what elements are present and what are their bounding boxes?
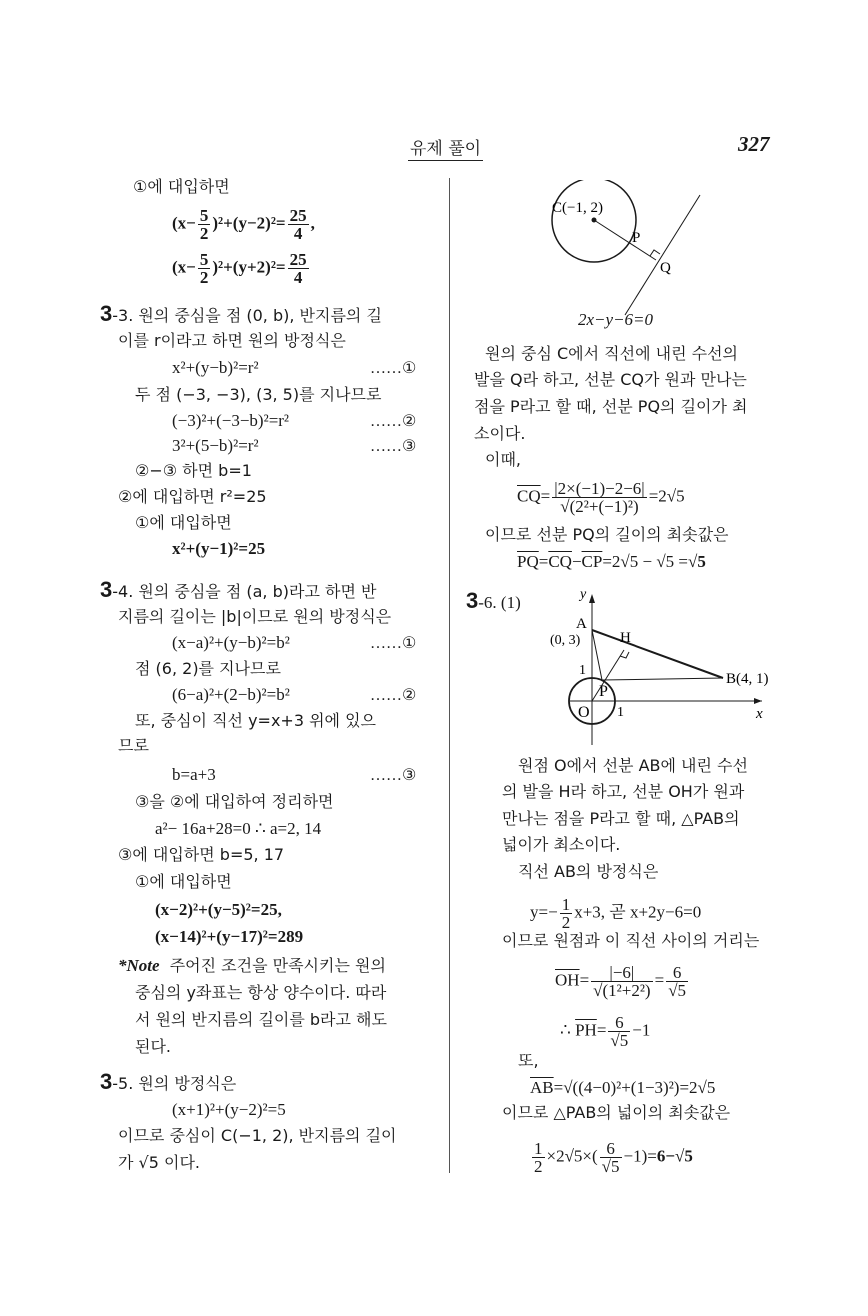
answer: (x−2)²+(y−5)²=25, (155, 900, 282, 919)
numerator: 1 (534, 1139, 543, 1158)
text-line: ①에 대입하면 (135, 872, 232, 891)
ab-length-equation (530, 1078, 715, 1098)
text: -6. (1) (478, 593, 521, 612)
eq-part: , (310, 213, 315, 233)
text-line: 점을 P라고 할 때, 선분 PQ의 길이가 최 (474, 397, 748, 416)
eq-part: x+3, 곧 x+2y−6=0 (574, 902, 702, 922)
numerator: 5 (199, 250, 209, 269)
eq-part: (x− (172, 257, 196, 277)
label-a: A (576, 616, 587, 632)
equation: x²+(y−b)²=r² (172, 358, 259, 377)
problem-number: 3 (100, 577, 113, 602)
equation: (6−a)²+(2−b)²=b² (172, 685, 290, 704)
text-line: 원의 중심 C에서 직선에 내린 수선의 (485, 344, 738, 363)
text-line: 서 원의 반지름의 길이를 b라고 해도 (135, 1010, 387, 1029)
answer: x²+(y−1)²=25 (172, 539, 266, 558)
eq-part: =2√5 − √5 = (602, 552, 689, 571)
problem-3-3 (100, 301, 382, 326)
eq-marker: ……② (370, 687, 417, 704)
numerator: 5 (199, 206, 209, 225)
eq-part: 6−√5 (656, 1146, 693, 1166)
text-line: ②−③ 하면 b=1 (135, 461, 252, 480)
note-line (118, 956, 386, 976)
eq-part: $\overline{CP}$ (581, 552, 603, 571)
problem-3-5 (100, 1069, 237, 1094)
text-line: 이므로 중심이 C(−1, 2), 반지름의 길이 (118, 1126, 397, 1145)
label-one-x: 1 (617, 705, 624, 720)
problem-3-6 (466, 588, 521, 613)
eq-part: = (596, 1020, 607, 1040)
equation: (x+1)²+(y−2)²=5 (172, 1100, 286, 1119)
text-line: 가 √5 이다. (118, 1153, 201, 1172)
denominator: √(1²+2²) (593, 981, 651, 1000)
denominator: 2 (561, 913, 571, 932)
eq-part: = (654, 970, 665, 990)
equation (172, 251, 311, 286)
text-line: 된다. (135, 1037, 171, 1056)
fraction (288, 251, 309, 286)
column-divider (449, 178, 450, 1173)
label-q: Q (660, 260, 671, 276)
eq-marker: ……③ (370, 438, 417, 455)
label-h: H (620, 630, 631, 646)
text-line: 이므로 △PAB의 넓이의 최솟값은 (502, 1103, 731, 1122)
eq-part: ∴ (560, 1020, 576, 1040)
numerator: 6 (600, 1140, 622, 1158)
eq-part: $\overline{CQ}$ (548, 552, 572, 571)
text: -3. 원의 중심을 점 (0, b), 반지름의 길 (112, 306, 382, 325)
eq-part: ×2√5×( (546, 1146, 598, 1166)
text-line: 소이다. (474, 424, 526, 443)
answer: (x−14)²+(y−17)²=289 (155, 927, 304, 946)
eq-part: −1)= (623, 1146, 657, 1166)
text-line: 므로 (118, 736, 149, 755)
cq-equation (517, 480, 685, 515)
text-line: ①에 대입하면 (135, 513, 232, 532)
equation: (−3)²+(−3−b)²=r² (172, 411, 290, 430)
label-one-y: 1 (579, 663, 586, 678)
label-c: C(−1, 2) (552, 200, 603, 216)
eq-part: $\overline{PH}$ (575, 1020, 597, 1040)
problem-number: 3 (100, 301, 113, 326)
numerator: 25 (289, 206, 307, 225)
denominator: √5 (668, 981, 687, 1000)
text-line: 또, 중심이 직선 y=x+3 위에 있으 (135, 711, 377, 730)
denominator: 2 (534, 1157, 543, 1176)
label-p: P (632, 230, 641, 246)
fraction (552, 480, 646, 515)
denominator: 4 (293, 268, 303, 287)
right-angle-mark (650, 250, 660, 256)
numerator: 6 (608, 1014, 630, 1032)
eq-part: − (571, 552, 582, 571)
eq-part: = (579, 970, 590, 990)
segment-oh (592, 650, 624, 701)
x-arrow-icon (754, 698, 762, 704)
numerator: 1 (561, 895, 571, 914)
label-p: P (599, 683, 608, 700)
eq-part: )²+(y−2)²= (212, 213, 286, 233)
label-a-coord: (0, 3) (550, 633, 581, 648)
problem-3-4 (100, 577, 377, 602)
numerator: |2×(−1)−2−6| (554, 479, 645, 498)
eq-marker: ……③ (370, 767, 417, 784)
area-equation (530, 1140, 693, 1175)
eq-marker: ……① (370, 635, 417, 652)
page-number: 327 (738, 132, 770, 156)
eq-part: $\overline{AB}$ (530, 1078, 554, 1097)
numerator: 25 (289, 250, 307, 269)
fraction (288, 207, 309, 242)
fraction (608, 1014, 630, 1049)
denominator: √5 (610, 1031, 629, 1050)
ph-equation (560, 1014, 650, 1049)
eq-part: $\overline{PQ}$ (517, 552, 539, 571)
text-line: 이를 r이라고 하면 원의 방정식은 (118, 331, 346, 350)
denominator: 4 (293, 224, 303, 243)
fraction (198, 207, 211, 242)
fraction (560, 896, 573, 931)
line (625, 195, 700, 315)
eq-marker: ……② (370, 413, 417, 430)
text-line: 지름의 길이는 |b|이므로 원의 방정식은 (118, 607, 392, 626)
eq-part: $\overline{OH}$ (555, 970, 580, 990)
text-line: 점 (6, 2)를 지나므로 (135, 659, 281, 678)
text-line: 만나는 점을 P라고 할 때, △PAB의 (502, 809, 740, 828)
text-line: 의 발을 H라 하고, 선분 OH가 원과 (502, 782, 745, 801)
text: -5. 원의 방정식은 (112, 1074, 237, 1093)
eq-part: −1 (632, 1020, 651, 1040)
text-line: 두 점 (−3, −3), (3, 5)를 지나므로 (135, 385, 382, 404)
eq-part: )²+(y+2)²= (212, 257, 286, 277)
text-line: 이므로 선분 PQ의 길이의 최솟값은 (485, 525, 729, 544)
eq-part: (x− (172, 213, 196, 233)
numerator: |−6| (591, 964, 652, 982)
equation: a²− 16a+28=0 ∴ a=2, 14 (155, 819, 322, 838)
text-line: 원점 O에서 선분 AB에 내린 수선 (518, 756, 748, 775)
text-line: 직선 AB의 방정식은 (518, 862, 659, 881)
text-line: 발을 Q라 하고, 선분 CQ가 원과 만나는 (474, 370, 747, 389)
text-line: 중심의 y좌표는 항상 양수이다. 따라 (135, 983, 387, 1002)
label-x: x (756, 706, 763, 722)
text-line: ②에 대입하면 r²=25 (118, 487, 267, 506)
fraction (600, 1140, 622, 1175)
text-line: 또, (518, 1051, 539, 1070)
text: -4. 원의 중심을 점 (a, b)라고 하면 반 (112, 582, 377, 601)
oh-equation (555, 964, 690, 999)
eq-part: √5 (688, 552, 706, 571)
segment-ap (592, 630, 602, 680)
fraction (198, 251, 211, 286)
denominator: √5 (601, 1157, 620, 1176)
eq-part: y=− (530, 902, 558, 922)
problem-number: 3 (466, 588, 479, 613)
eq-part: =√((4−0)²+(1−3)²)=2√5 (553, 1078, 716, 1097)
text-line: 이때, (485, 450, 521, 469)
segment-cq (594, 220, 656, 260)
label-o: O (578, 704, 590, 721)
note-label: *Note (118, 956, 160, 975)
label-b: B(4, 1) (726, 671, 769, 687)
segment-pb (602, 678, 723, 680)
denominator: 2 (199, 268, 209, 287)
equation: (x−a)²+(y−b)²=b² (172, 633, 290, 652)
ab-equation (530, 896, 701, 931)
denominator: 2 (199, 224, 209, 243)
section-header: 유제 풀이 (408, 134, 483, 161)
denominator: √(2²+(−1)²) (560, 497, 639, 516)
eq-part: = (538, 552, 549, 571)
fraction (591, 964, 652, 999)
eq-part: =2√5 (648, 486, 685, 506)
equation: 3²+(5−b)²=r² (172, 436, 259, 455)
text: 주어진 조건을 만족시키는 원의 (169, 956, 386, 975)
equation (172, 207, 315, 242)
label-y: y (580, 590, 587, 602)
line-equation: 2x−y−6=0 (578, 310, 654, 329)
text-line: 넓이가 최소이다. (502, 835, 621, 854)
equation: b=a+3 (172, 765, 216, 784)
fraction (532, 1140, 545, 1175)
eq-part: $\overline{CQ}$ (517, 486, 541, 506)
segment-ab (592, 630, 723, 678)
y-arrow-icon (589, 594, 595, 603)
triangle-circle-diagram (540, 590, 770, 750)
eq-marker: ……① (370, 360, 417, 377)
text-line: 이므로 원점과 이 직선 사이의 거리는 (502, 931, 760, 950)
numerator: 6 (666, 964, 688, 982)
text-line: ③을 ②에 대입하여 정리하면 (135, 792, 334, 811)
pq-equation (517, 552, 706, 572)
problem-number: 3 (100, 1069, 113, 1094)
eq-part: = (540, 486, 551, 506)
text-line: ①에 대입하면 (133, 177, 230, 196)
fraction (666, 964, 688, 999)
text-line: ③에 대입하면 b=5, 17 (118, 845, 285, 864)
